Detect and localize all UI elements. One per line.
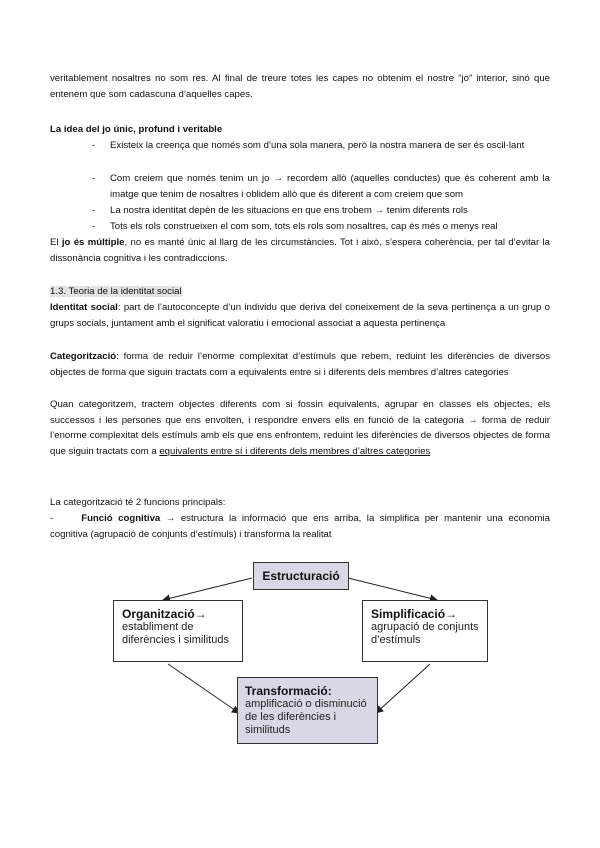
arrow-organitzacio-to-transformacio: [168, 664, 239, 713]
arrow-simplificacio-to-transformacio: [376, 664, 430, 713]
paragraph-categoritzacio: Categorització: forma de reduir l’enorme complexitat d’estímuls que rebem, reduint les diferències de diversos objectes de forma que siguin tractats com a equivalents entre si i diferents dels membres d’altres categories: [50, 351, 550, 378]
section-heading: 1.3. Teoria de la identitat social: [50, 286, 182, 297]
paragraph-jo-multiple: El jo és múltiple, no es manté únic al llarg de les circumstàncies. Tot i això, s’espera coherència, per tal d’evitar la dissonància cognitiva i les contradiccions.: [50, 237, 551, 264]
paragraph-top: veritablement nosaltres no som res. Al final de treure totes les capes no obtenim el nostre “jo” interior, sinó que entenem que som cadascuna d’aquelles capes.: [50, 73, 550, 100]
box-simplificacio: Simplificació→ agrupació de conjunts d’estímuls: [362, 600, 488, 662]
paragraph-function-cognitiva: - Funció cognitiva → estructura la informació que ens arriba, la simplifica per mantenir una economia cognitiva (agrupació de conjunts d’estímuls) i transforma la realitat: [50, 513, 550, 540]
paragraph-categoritzem: Quan categoritzem, tractem objectes diferents com si fossin equivalents, agrupar en classes els objectes, els successos i les persones que ens envolten, i respondre envers ells en funció de la categoria → forma de reduir l’enorme complexitat dels estímuls amb els que ens enfrontem, reduint les diferències de diversos objectes de forma que siguin tractats com a equivalents entre sí i diferents dels membres d’altres categories: [50, 399, 550, 457]
box-organitzacio: Organització→ establiment de diferències i similituds: [113, 600, 243, 662]
box-estructuracio: Estructuració: [253, 562, 349, 590]
document-page: veritablement nosaltres no som res. Al final de treure totes les capes no obtenim el nostre “jo” interior, sinó que entenem que som cadascuna d’aquelles capes. La idea del jo únic, profund i veritable - Existeix la creença que només som d’una sola manera, però la nostra manera de ser és oscil·lant - Com creiem que només tenim un jo → recordem allò (aquelles conductes) que és coherent amb la imatge que tenim de nosaltres i oblidem allò que és diferent a com creiem que som - La nostra identitat depèn de les situacions en que ens trobem → tenim diferents rols - Tots els rols construeixen el com som, tots els rols som nosaltres, cap és més o menys real El jo és múltiple, no es manté únic al llarg de les circumstàncies. Tot i això, s’espera coherència, per tal d’evitar la dissonància cognitiva i les contradiccions. 1.3. Teoria de la identitat social Identitat social: part de l’autoconcepte d’un individu que deriva del coneixement de la seva pertinença a un grup o grups socials, juntament amb el significat valoratiu i emocional associat a aquesta pertinença Categorització: forma de reduir l’enorme complexitat d’estímuls que rebem, reduint les diferències de diversos objectes de forma que siguin tractats com a equivalents entre si i diferents dels membres d’altres categories Quan categoritzem, tractem objectes diferents com si fossin equivalents, agrupar en classes els objectes, els successos i les persones que ens envolten, i respondre envers ells en funció de la categoria → forma de reduir l’enorme complexitat dels estímuls amb els que ens enfrontem, reduint les diferències de diversos objectes de forma que siguin tractats com a equivalents entre sí i diferents dels membres d’altres categories La categorització té 2 funcions principals: - Funció cognitiva → estructura la informació que ens arriba, la simplifica per mantenir una economia cognitiva (agrupació de conjunts d’estímuls) i transforma la realitat Estructuració Organització→ establiment de diferències i similituds Simplificació→ agrupació de conjunts d’estímuls Transformació: amplificació o disminució de les diferències i similituds: [0, 0, 600, 848]
arrow-estructuracio-to-organitzacio: [163, 578, 252, 600]
arrow-estructuracio-to-simplificacio: [348, 578, 437, 600]
box-transformacio: Transformació: amplificació o disminució de les diferències i similituds: [237, 677, 378, 744]
paragraph-identitat-social: Identitat social: part de l’autoconcepte d’un individu que deriva del coneixement de la seva pertinença a un grup o grups socials, juntament amb el significat valoratiu i emocional associat a aquesta pertinença: [50, 302, 551, 329]
heading-jo-unic: La idea del jo únic, profund i veritable: [50, 124, 223, 135]
paragraph-functions-intro: La categorització té 2 funcions principals:: [50, 497, 226, 508]
